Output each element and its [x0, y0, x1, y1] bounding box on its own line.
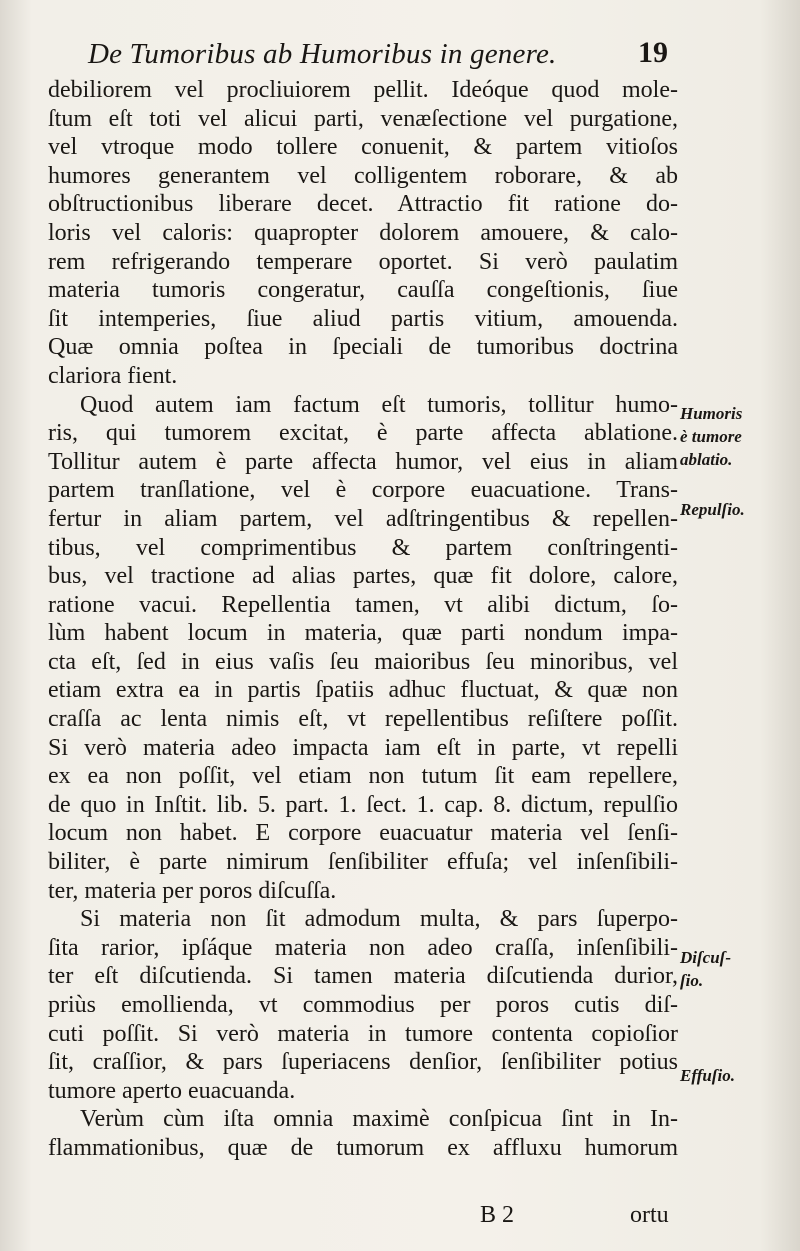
text-line: loris vel caloris: quapropter dolorem amouere, & calo- — [48, 219, 678, 246]
text-line: vel vtroque modo tollere conuenit, & partem vitioſos — [48, 134, 678, 161]
text-line: ſita rarior, ipſáque materia non adeo craſſa, inſenſibili- — [48, 934, 678, 961]
margin-note-effusio: Effuſio. — [680, 1066, 735, 1085]
text-line: ſit, craſſior, & pars ſuperiacens denſior, ſenſibiliter potius — [48, 1049, 678, 1076]
margin-note-line: Diſcuſ- — [680, 948, 731, 967]
text-line: lùm habent locum in materia, quæ parti nondum impa- — [48, 620, 678, 647]
text-line: materia tumoris congeratur, cauſſa congeſtionis, ſiue — [48, 277, 678, 304]
text-line: cuti poſſit. Si verò materia in tumore contenta copioſior — [48, 1020, 678, 1047]
text-line: tumore aperto euacuanda. — [48, 1077, 296, 1104]
margin-note-line: ablatio. — [680, 450, 733, 469]
text-line: clariora fient. — [48, 362, 178, 389]
page-number: 19 — [638, 36, 668, 69]
text-line: debiliorem vel procliuiorem pellit. Ideóque quod mole- — [48, 77, 678, 103]
page-header — [88, 38, 668, 78]
margin-note-repulsio: Repulſio. — [680, 500, 745, 519]
text-line: humores generantem vel colligentem roborare, & ab — [48, 162, 678, 189]
text-line: ris, qui tumorem excitat, è parte affecta ablatione. — [48, 420, 678, 447]
catchword: ortu — [630, 1202, 669, 1228]
margin-note-discussio — [680, 946, 795, 992]
margin-note-humoris-ablatio — [680, 402, 795, 471]
text-line: Si materia non ſit admodum multa, & pars ſuperpo- — [80, 906, 678, 933]
text-line: ſit intemperies, ſiue aliud partis vitium, amouenda. — [48, 305, 678, 332]
text-line: priùs emollienda, vt commodius per poros cutis diſ- — [48, 992, 678, 1018]
text-line: ratione vacui. Repellentia tamen, vt alibi dictum, ſo- — [48, 591, 678, 618]
text-line: biliter, è parte nimirum ſenſibiliter effuſa; vel inſenſibili- — [48, 849, 678, 876]
text-line: rem refrigerando temperare oportet. Si verò paulatim — [48, 248, 678, 275]
text-line: flammationibus, quæ de tumorum ex affluxu humorum — [48, 1134, 678, 1161]
text-line: tibus, vel comprimentibus & partem conſtringenti- — [48, 534, 678, 561]
text-line: ſtum eſt toti vel alicui parti, venæſectione vel purgatione, — [48, 105, 678, 132]
text-line: de quo in Inſtit. lib. 5. part. 1. ſect. 1. cap. 8. dictum, repulſio — [48, 791, 678, 818]
text-line: Verùm cùm iſta omnia maximè conſpicua ſint in In- — [80, 1106, 678, 1133]
text-line: Tollitur autem è parte affecta humor, vel eius in aliam — [48, 448, 678, 475]
text-line: ter eſt diſcutienda. Si tamen materia diſcutienda durior, — [48, 963, 678, 990]
text-line: Quod autem iam factum eſt tumoris, tollitur humo- — [80, 391, 678, 418]
margin-note-line: ſio. — [680, 971, 704, 990]
text-line: craſſa ac lenta nimis eſt, vt repellentibus reſiſtere poſſit. — [48, 706, 678, 733]
signature-mark: B 2 — [480, 1202, 515, 1228]
margin-note-line: Humoris — [680, 404, 743, 423]
text-line: Si verò materia adeo impacta iam eſt in parte, vt repelli — [48, 734, 678, 761]
text-line: ter, materia per poros diſcuſſa. — [48, 877, 337, 904]
margin-note-line: è tumore — [680, 427, 742, 446]
text-line: locum non habet. E corpore euacuatur materia vel ſenſi- — [48, 820, 678, 847]
text-line: partem tranſlatione, vel è corpore euacuatione. Trans- — [48, 477, 678, 504]
text-line: bus, vel tractione ad alias partes, quæ fit dolore, calore, — [48, 563, 678, 590]
running-title: De Tumoribus ab Humoribus in genere. — [88, 38, 557, 70]
text-line: etiam extra ea in partis ſpatiis adhuc fluctuat, & quæ non — [48, 677, 678, 704]
text-line: cta eſt, ſed in eius vaſis ſeu maioribus ſeu minoribus, vel — [48, 648, 678, 675]
body-text — [48, 76, 678, 1163]
text-line: fertur in aliam partem, vel adſtringentibus & repellen- — [48, 505, 678, 532]
text-line: ex ea non poſſit, vel etiam non tutum ſit eam repellere, — [48, 763, 678, 790]
text-line: obſtructionibus liberare decet. Attractio fit ratione do- — [48, 191, 678, 218]
text-line: Quæ omnia poſtea in ſpeciali de tumoribus doctrina — [48, 334, 678, 361]
